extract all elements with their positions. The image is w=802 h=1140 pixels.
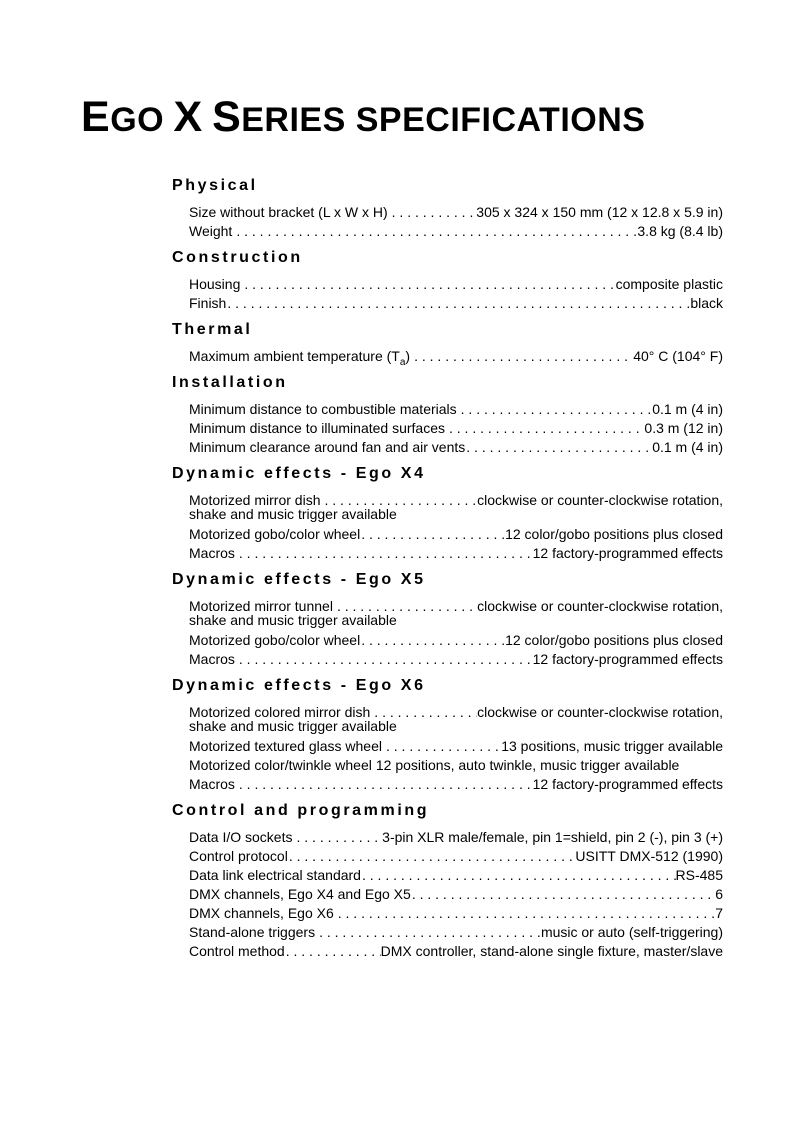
spec-row — [189, 275, 723, 294]
spec-value: 12 factory-programmed effects — [532, 545, 723, 561]
dot-leader — [334, 904, 715, 923]
spec-value: USITT DMX-512 (1990) — [575, 848, 723, 864]
dot-leader — [292, 828, 382, 847]
spec-value: music or auto (self-triggering) — [540, 924, 723, 940]
section-heading: Dynamic effects - Ego X6 — [172, 677, 426, 694]
spec-row — [189, 438, 723, 457]
spec-value: clockwise or counter-clockwise rotation, — [477, 598, 723, 614]
spec-list — [172, 822, 723, 967]
spec-row — [189, 923, 723, 942]
spec-value: RS-485 — [675, 867, 723, 883]
spec-row — [189, 866, 723, 885]
section-heading: Control and programming — [172, 802, 430, 819]
spec-row — [189, 737, 723, 756]
spec-value: 0.3 m (12 in) — [644, 420, 723, 436]
spec-label: Motorized gobo/color wheel — [189, 526, 361, 542]
spec-list — [172, 697, 723, 800]
spec-value: clockwise or counter-clockwise rotation, — [477, 492, 723, 508]
spec-label: Macros — [189, 776, 235, 792]
spec-row — [189, 650, 723, 669]
spec-row — [189, 203, 723, 222]
section-heading: Physical — [172, 177, 258, 194]
spec-value: clockwise or counter-clockwise rotation, — [477, 704, 723, 720]
spec-list — [172, 269, 723, 319]
spec-label: Minimum distance to illuminated surfaces — [189, 420, 445, 436]
spec-label: Minimum clearance around fan and air vents — [189, 439, 466, 455]
spec-value: 40° C (104° F) — [633, 348, 723, 364]
spec-value: 305 x 324 x 150 mm (12 x 12.8 x 5.9 in) — [476, 204, 723, 220]
title-word-x: X — [173, 93, 203, 141]
dot-leader — [235, 775, 533, 794]
dot-leader — [235, 650, 533, 669]
spec-label: Data I/O sockets — [189, 829, 293, 845]
dot-leader — [226, 294, 690, 313]
spec-row — [189, 756, 723, 775]
spec-row — [189, 847, 723, 866]
spec-row — [189, 400, 723, 419]
spec-value: 7 — [715, 905, 723, 921]
spec-label: Data link electrical standard — [189, 867, 361, 883]
section-installation — [172, 372, 732, 463]
spec-row — [189, 419, 723, 438]
spec-label: Control method — [189, 943, 285, 959]
dot-leader — [240, 275, 615, 294]
spec-row — [189, 828, 723, 847]
spec-label: Control protocol — [189, 848, 288, 864]
dot-leader — [457, 400, 653, 419]
spec-list — [172, 394, 723, 463]
spec-value: DMX controller, stand-alone single fixture, master/slave — [380, 943, 723, 959]
spec-label-end: ) — [405, 348, 411, 364]
spec-label: Stand-alone triggers — [189, 924, 316, 940]
spec-list — [172, 197, 723, 247]
spec-value: 12 factory-programmed effects — [532, 651, 723, 667]
title-initial-e: E — [81, 93, 111, 141]
section-thermal — [172, 319, 732, 372]
spec-row — [189, 222, 723, 241]
spec-row — [189, 347, 723, 366]
dot-leader — [235, 544, 533, 563]
spec-label: Motorized colored mirror dish — [189, 704, 371, 720]
title-word-series-specifications: ERIES SPECIFICATIONS — [241, 101, 646, 139]
spec-row — [189, 942, 723, 961]
spec-label-subscript: a — [399, 357, 406, 368]
spec-list — [172, 341, 723, 372]
dot-leader — [285, 942, 381, 961]
spec-value: 12 color/gobo positions plus closed — [505, 526, 723, 542]
spec-label: Macros — [189, 651, 235, 667]
spec-value-continuation: shake and music trigger available — [189, 718, 397, 734]
spec-row — [189, 631, 723, 650]
spec-value: 13 positions, music trigger available — [501, 738, 723, 754]
title-initial-s: S — [212, 93, 242, 141]
spec-label: Weight — [189, 223, 233, 239]
section-heading: Installation — [172, 374, 288, 391]
section-heading: Dynamic effects - Ego X5 — [172, 571, 426, 588]
section-construction — [172, 247, 732, 319]
spec-label: Size without bracket (L x W x H) — [189, 204, 388, 220]
spec-value: 0.1 m (4 in) — [652, 401, 723, 417]
section-dynamic-effects-x4 — [172, 463, 732, 569]
spec-value: 12 factory-programmed effects — [532, 776, 723, 792]
spec-value: 3-pin XLR male/female, pin 1=shield, pin 2 (-), pin 3 (+) — [382, 829, 723, 845]
spec-row — [189, 294, 723, 313]
dot-leader — [315, 923, 541, 942]
spec-row — [189, 904, 723, 923]
dot-leader — [361, 866, 676, 885]
dot-leader — [232, 222, 637, 241]
spec-label: Motorized textured glass wheel — [189, 738, 382, 754]
dot-leader — [360, 631, 505, 650]
spec-value: 12 color/gobo positions plus closed — [505, 632, 723, 648]
title-word-go: GO — [110, 101, 165, 139]
section-heading: Construction — [172, 249, 303, 266]
dot-leader — [411, 885, 715, 904]
section-dynamic-effects-x5 — [172, 569, 732, 675]
spec-row — [189, 775, 723, 794]
spec-label: DMX channels, Ego X6 — [189, 905, 334, 921]
section-heading: Thermal — [172, 321, 253, 338]
spec-value: 0.1 m (4 in) — [652, 439, 723, 455]
dot-leader — [410, 347, 633, 366]
spec-value: 6 — [715, 886, 723, 902]
spec-label: Motorized color/twinkle wheel — [189, 757, 372, 773]
spec-label: Motorized mirror tunnel — [189, 598, 333, 614]
spec-label-text: Maximum ambient temperature (T — [189, 348, 400, 364]
spec-value: 12 positions, auto twinkle, music trigger available — [375, 757, 680, 773]
page-title — [81, 93, 646, 141]
dot-leader — [388, 203, 477, 222]
spec-value: black — [690, 295, 723, 311]
spec-label: Motorized mirror dish — [189, 492, 321, 508]
dot-leader — [288, 847, 576, 866]
spec-label: Minimum distance to combustible materials — [189, 401, 457, 417]
dot-leader — [382, 737, 501, 756]
spec-label: Finish — [189, 295, 227, 311]
section-dynamic-effects-x6 — [172, 675, 732, 800]
spec-row — [189, 525, 723, 544]
section-control-programming — [172, 800, 732, 967]
dot-leader — [445, 419, 644, 438]
spec-row — [189, 885, 723, 904]
spec-list — [172, 485, 723, 569]
dot-leader — [465, 438, 652, 457]
spec-content — [172, 175, 732, 967]
spec-label: Housing — [189, 276, 241, 292]
spec-row — [189, 544, 723, 563]
section-heading: Dynamic effects - Ego X4 — [172, 465, 426, 482]
spec-value-continuation: shake and music trigger available — [189, 612, 397, 628]
dot-leader — [360, 525, 505, 544]
spec-value-continuation: shake and music trigger available — [189, 506, 397, 522]
spec-label: DMX channels, Ego X4 and Ego X5 — [189, 886, 411, 902]
spec-list — [172, 591, 723, 675]
spec-value: composite plastic — [615, 276, 723, 292]
spec-label: Macros — [189, 545, 235, 561]
section-physical — [172, 175, 732, 247]
spec-label — [189, 347, 410, 366]
spec-label: Motorized gobo/color wheel — [189, 632, 361, 648]
spec-value: 3.8 kg (8.4 lb) — [637, 223, 723, 239]
